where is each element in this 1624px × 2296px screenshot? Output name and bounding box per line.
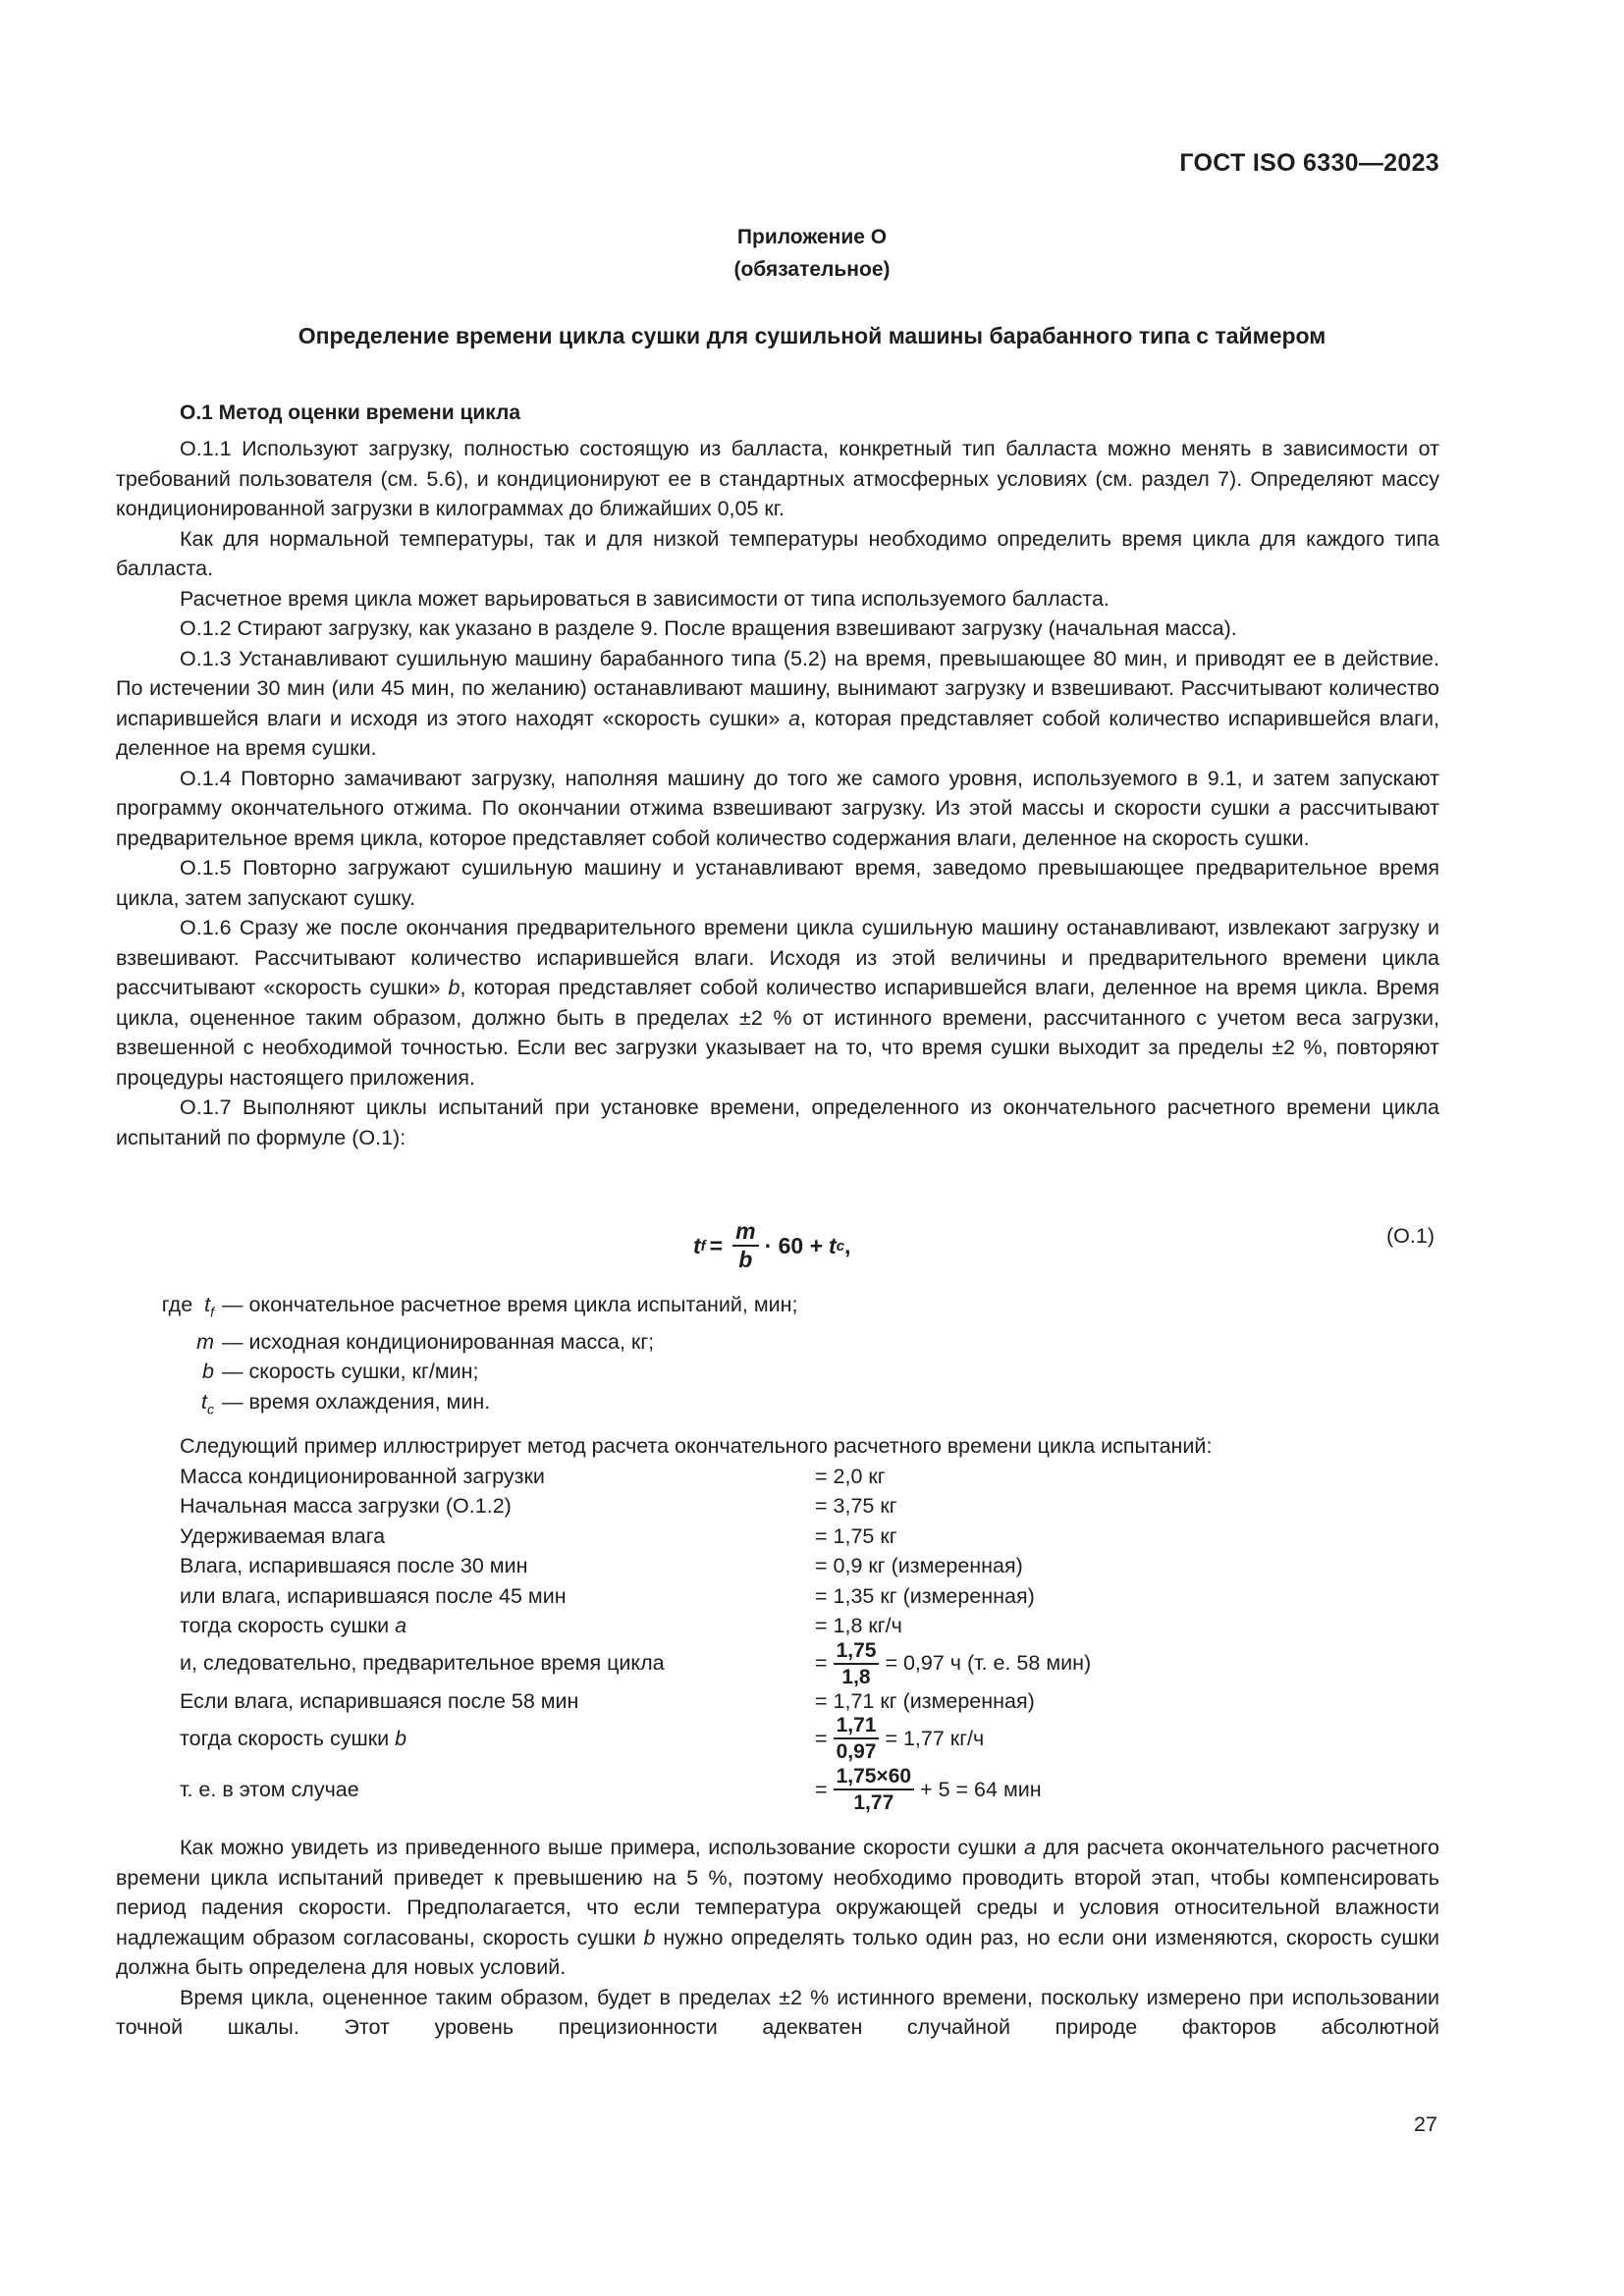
where-symbol <box>116 1357 222 1387</box>
conclusion <box>116 1833 1439 2043</box>
example-value <box>815 1640 1091 1687</box>
example-label <box>180 1611 815 1641</box>
annex-title: Определение времени цикла сушки для сушильной машины барабанного типа с таймером <box>298 323 1326 348</box>
value-fraction <box>834 1766 915 1813</box>
example-label: т. е. в этом случае <box>180 1777 359 1801</box>
symbol: m <box>196 1329 214 1354</box>
section-body <box>116 434 1439 1152</box>
example-row <box>180 1462 1439 1492</box>
symbol: b <box>202 1360 214 1384</box>
where-item <box>116 1327 798 1358</box>
example-label: или влага, испарившаяся после 45 мин <box>180 1583 567 1608</box>
formula-lhs-subscript: f <box>700 1237 706 1255</box>
fraction-denominator: 1,77 <box>853 1791 894 1814</box>
equals-sign: = <box>815 1777 828 1801</box>
example-row <box>180 1611 1439 1641</box>
fraction-numerator: 1,75×60 <box>834 1766 915 1790</box>
paragraph-temperature: Как для нормальной температуры, так и для низкой температуры необходимо определить время цикла для каждого типа балласта. <box>116 526 1439 580</box>
example-value: = 1,35 кг (измеренная) <box>815 1583 1035 1608</box>
fraction-denominator: b <box>738 1247 753 1272</box>
text-run: рассчитывают предварительное время цикла, которое представляет собой количество содержания влаги, деленное на скорость сушки. <box>116 796 1440 850</box>
symbol-subscript: c <box>207 1401 214 1417</box>
formula-rhs-subscript: c <box>836 1237 845 1255</box>
fraction-numerator: 1,75 <box>834 1640 880 1665</box>
variable-a: a <box>788 706 801 730</box>
paragraph-o-1-2: О.1.2 Стирают загрузку, как указано в разделе 9. После вращения взвешивают загрузку (начальная масса). <box>180 616 1237 640</box>
where-item <box>116 1387 798 1424</box>
paragraph-o-1-4 <box>116 764 1439 854</box>
text-run: О.1.4 Повторно замачивают загрузку, наполняя машину до того же самого уровня, используемого в 9.1, и затем запускают программу окончательного отжима. По окончании отжима взвешивают загрузку. Из этой массы и скорости сушки <box>116 766 1439 820</box>
example-label: Удерживаемая влага <box>180 1523 386 1548</box>
example-value <box>815 1766 1042 1813</box>
text-run: , которая представляет собой количество испарившейся влаги, деленное на время сушки. <box>116 706 1439 760</box>
formula-expression <box>693 1220 850 1271</box>
value-fraction <box>834 1715 880 1762</box>
fraction-numerator: 1,71 <box>834 1715 880 1739</box>
where-symbol <box>116 1387 222 1424</box>
page-number: 27 <box>1414 2112 1437 2136</box>
fraction-numerator: m <box>732 1220 758 1247</box>
example-label: Начальная масса загрузки (О.1.2) <box>180 1494 512 1518</box>
value-suffix: = 0,97 ч (т. е. 58 мин) <box>885 1651 1092 1676</box>
example-label: Если влага, испарившаяся после 58 мин <box>180 1688 579 1713</box>
section-heading: О.1 Метод оценки времени цикла <box>180 401 521 424</box>
variable-a: a <box>1278 796 1291 820</box>
where-item <box>116 1290 798 1327</box>
symbol: t <box>201 1389 207 1414</box>
fraction-denominator: 1,8 <box>841 1665 871 1688</box>
example-value <box>815 1715 984 1762</box>
example-row <box>180 1638 1439 1688</box>
equals-sign: = <box>815 1651 828 1676</box>
formula-equals: = <box>709 1232 724 1258</box>
variable-a: a <box>1024 1836 1036 1859</box>
text-run: О.1.3 Устанавливают сушильную машину барабанного типа (5.2) на время, превышающее 80 мин, и приводят ее в действие. По истечении 30 мин (или 45 мин, по желанию) останавливают машину, вынимают загрузку и взвешивают. Рассчитывают количество испарившейся влаги и исходя из этого находят «скорость сушки» <box>116 646 1439 730</box>
formula-fraction <box>732 1220 758 1271</box>
symbol-subscript: f <box>210 1304 214 1320</box>
example-label: Влага, испарившаяся после 30 мин <box>180 1554 528 1577</box>
where-description: — окончательное расчетное время цикла испытаний, мин; <box>222 1293 798 1316</box>
example-row <box>180 1522 1439 1552</box>
text-run: нужно определять только один раз, но если они изменяются, скорость сушки должна быть определена для новых условий. <box>116 1925 1439 1979</box>
example-row <box>180 1716 1439 1761</box>
annex-label: Приложение О <box>736 226 888 248</box>
example-row <box>180 1581 1439 1612</box>
example-row <box>180 1551 1439 1581</box>
paragraph-o-1-6 <box>116 913 1439 1093</box>
paragraph-o-1-7: О.1.7 Выполняют циклы испытаний при установке времени, определенного из окончательного расчетного времени цикла испытаний по формуле (О.1): <box>116 1095 1439 1149</box>
formula-rhs: t <box>829 1232 837 1258</box>
conclusion-paragraph <box>116 1833 1439 1983</box>
formula-lhs: t <box>693 1232 701 1258</box>
where-description: — исходная кондиционированная масса, кг; <box>222 1329 655 1354</box>
text-run: Как можно увидеть из приведенного выше примера, использование скорости сушки <box>180 1836 1025 1859</box>
value-suffix: = 1,77 кг/ч <box>885 1726 985 1750</box>
example-row <box>180 1686 1439 1717</box>
text-run: , которая представляет собой количество испарившейся влаги, деленное на время цикла. Время цикла, оцененное таким образом, должно быть в пределах ±2 % от истинного времени, рассчитанного с учетом веса загрузки, взвешенной с необходимой точностью. Если вес загрузки указывает на то, что время сушки выходит за пределы ±2 %, повторяют процедуры настоящего приложения. <box>116 976 1439 1090</box>
paragraph-o-1-3 <box>116 644 1439 764</box>
document-id-header: ГОСТ ISO 6330—2023 <box>1179 149 1439 177</box>
formula-middle: · 60 + <box>764 1232 824 1258</box>
where-symbol <box>116 1327 222 1358</box>
example-row <box>180 1491 1439 1522</box>
worked-example <box>180 1431 1439 1812</box>
label-text: тогда скорость сушки <box>180 1614 390 1637</box>
example-value: = 2,0 кг <box>815 1464 886 1488</box>
where-lead: где <box>161 1293 193 1316</box>
example-value: = 0,9 кг (измеренная) <box>815 1554 1023 1577</box>
paragraph-o-1-1: О.1.1 Используют загрузку, полностью состоящую из балласта, конкретный тип балласта можно менять в зависимости от требований пользователя (см. 5.6), и кондиционируют ее в стандартных атмосферных условиях (см. раздел 7). Определяют массу кондиционированной загрузки в килограммах до ближайших 0,05 кг. <box>116 437 1439 520</box>
example-label: Масса кондиционированной загрузки <box>180 1464 545 1488</box>
conclusion-paragraph: Время цикла, оцененное таким образом, будет в пределах ±2 % истинного времени, поскольку измерено при использовании точной шкалы. Этот уровень прецизионности адекватен случайной природе факторов абсолютной <box>116 1985 1439 2039</box>
value-fraction <box>834 1640 880 1687</box>
example-value: = 1,75 кг <box>815 1523 897 1548</box>
example-label: и, следовательно, предварительное время цикла <box>180 1651 665 1676</box>
example-value: = 1,8 кг/ч <box>815 1614 902 1637</box>
paragraph-o-1-5: О.1.5 Повторно загружают сушильную машину и устанавливают время, заведомо превышающее предварительное время цикла, затем запускают сушку. <box>116 856 1439 910</box>
symbol: t <box>204 1293 211 1316</box>
value-suffix: + 5 = 64 мин <box>920 1777 1042 1801</box>
where-symbol <box>116 1290 222 1327</box>
variable-b: b <box>643 1925 656 1949</box>
variable-a: a <box>395 1614 407 1637</box>
text-run: О.1.6 Сразу же после окончания предварительного времени цикла сушильную машину останавливают, извлекают загрузку и взвешивают. Рассчитывают количество испарившейся влаги. Исходя из этой величины и предварительного времени цикла рассчитывают «скорость сушки» <box>116 916 1439 999</box>
where-legend <box>116 1290 798 1424</box>
example-label <box>180 1724 815 1754</box>
label-text: тогда скорость сушки <box>180 1726 390 1750</box>
where-description: — время охлаждения, мин. <box>222 1389 491 1414</box>
fraction-denominator: 0,97 <box>836 1740 877 1763</box>
example-intro: Следующий пример иллюстрирует метод расчета окончательного расчетного времени цикла испытаний: <box>180 1434 1213 1458</box>
variable-b: b <box>448 976 460 999</box>
example-value: = 3,75 кг <box>815 1494 897 1518</box>
where-description: — скорость сушки, кг/мин; <box>222 1360 479 1384</box>
example-row <box>180 1767 1439 1812</box>
formula-comma: , <box>844 1232 851 1258</box>
text-run: для расчета окончательного расчетного времени цикла испытаний приведет к превышению на 5 %, поэтому необходимо проводить второй этап, чтобы компенсировать период падения скорости. Предполагается, что если температура окружающей среды и условия относительной влажности надлежащим образом согласованы, скорость сушки <box>116 1836 1439 1949</box>
variable-b: b <box>395 1726 407 1750</box>
formula-number: (О.1) <box>1386 1224 1435 1248</box>
equals-sign: = <box>815 1726 828 1750</box>
where-item <box>116 1357 798 1387</box>
paragraph-ballast: Расчетное время цикла может варьироваться в зависимости от типа используемого балласта. <box>180 586 1110 611</box>
example-value: = 1,71 кг (измеренная) <box>815 1688 1035 1713</box>
annex-status: (обязательное) <box>733 258 891 281</box>
